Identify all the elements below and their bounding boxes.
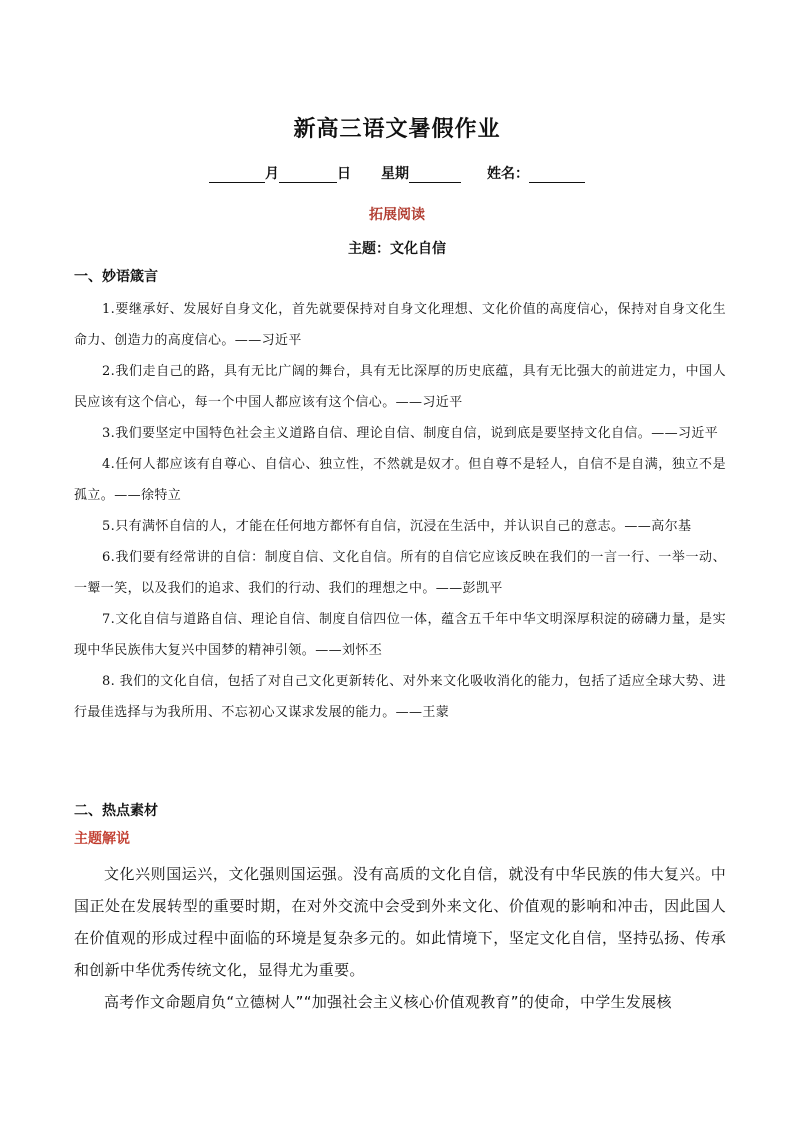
quote-item: 2.我们走自己的路，具有无比广阔的舞台，具有无比深厚的历史底蕴，具有无比强大的前进定力，中国人民应该有这个信心，每一个中国人都应该有这个信心。——习近平: [74, 364, 726, 410]
weekday-blank[interactable]: [409, 166, 461, 183]
month-label: 月: [265, 166, 279, 182]
quote-item: 6.我们要有经常讲的自信：制度自信、文化自信。所有的自信它应该反映在我们的一言一行、一举一动、一颦一笑，以及我们的追求、我们的行动、我们的理想之中。——彭凯平: [74, 550, 726, 596]
quote-item: 7.文化自信与道路自信、理论自信、制度自信四位一体，蕴含五千年中华文明深厚积淀的磅礴力量，是实现中华民族伟大复兴中国梦的精神引领。——刘怀丕: [74, 612, 726, 658]
part2-heading: 二、热点素材: [74, 803, 158, 819]
document-title: 新高三语文暑假作业: [293, 117, 501, 142]
topic-explanation-heading: 主题解说: [74, 831, 130, 847]
quote-list: [74, 294, 726, 728]
name-label: 姓名：: [487, 166, 529, 182]
paragraph: 高考作文命题肩负“立德树人”“加强社会主义核心价值观教育”的使命，中学生发展核: [104, 993, 672, 1011]
quote-item: 4.任何人都应该有自尊心、自信心、独立性，不然就是奴才。但自尊不是轻人，自信不是自满，独立不是孤立。——徐特立: [74, 457, 726, 503]
topic-explanation-body: [74, 858, 726, 1018]
header-info-line: [0, 163, 794, 183]
month-blank[interactable]: [209, 166, 265, 183]
day-label: 日: [337, 166, 351, 182]
part1-heading: 一、妙语箴言: [74, 269, 158, 285]
quote-item: 3.我们要坚定中国特色社会主义道路自信、理论自信、制度自信，说到底是要坚持文化自信。——习近平: [102, 426, 719, 441]
section-label: 拓展阅读: [369, 207, 425, 223]
weekday-label: 星期: [381, 166, 409, 182]
theme-heading: 主题：文化自信: [348, 241, 446, 257]
name-blank[interactable]: [529, 166, 585, 183]
quote-item: 1.要继承好、发展好自身文化，首先就要保持对自身文化理想、文化价值的高度信心，保持对自身文化生命力、创造力的高度信心。——习近平: [74, 302, 726, 348]
quote-item: 5.只有满怀自信的人，才能在任何地方都怀有自信，沉浸在生活中，并认识自己的意志。——高尔基: [102, 519, 692, 534]
paragraph: 文化兴则国运兴，文化强则国运强。没有高质的文化自信，就没有中华民族的伟大复兴。中国正处在发展转型的重要时期，在对外交流中会受到外来文化、价值观的影响和冲击，因此国人在价值观的形成过程中面临的环境是复杂多元的。如此情境下，坚定文化自信，坚持弘扬、传承和创新中华优秀传统文化，显得尤为重要。: [74, 865, 726, 979]
quote-item: 8. 我们的文化自信，包括了对自己文化更新转化、对外来文化吸收消化的能力，包括了适应全球大势、进行最佳选择与为我所用、不忘初心又谋求发展的能力。——王蒙: [74, 674, 726, 720]
day-blank[interactable]: [279, 166, 337, 183]
